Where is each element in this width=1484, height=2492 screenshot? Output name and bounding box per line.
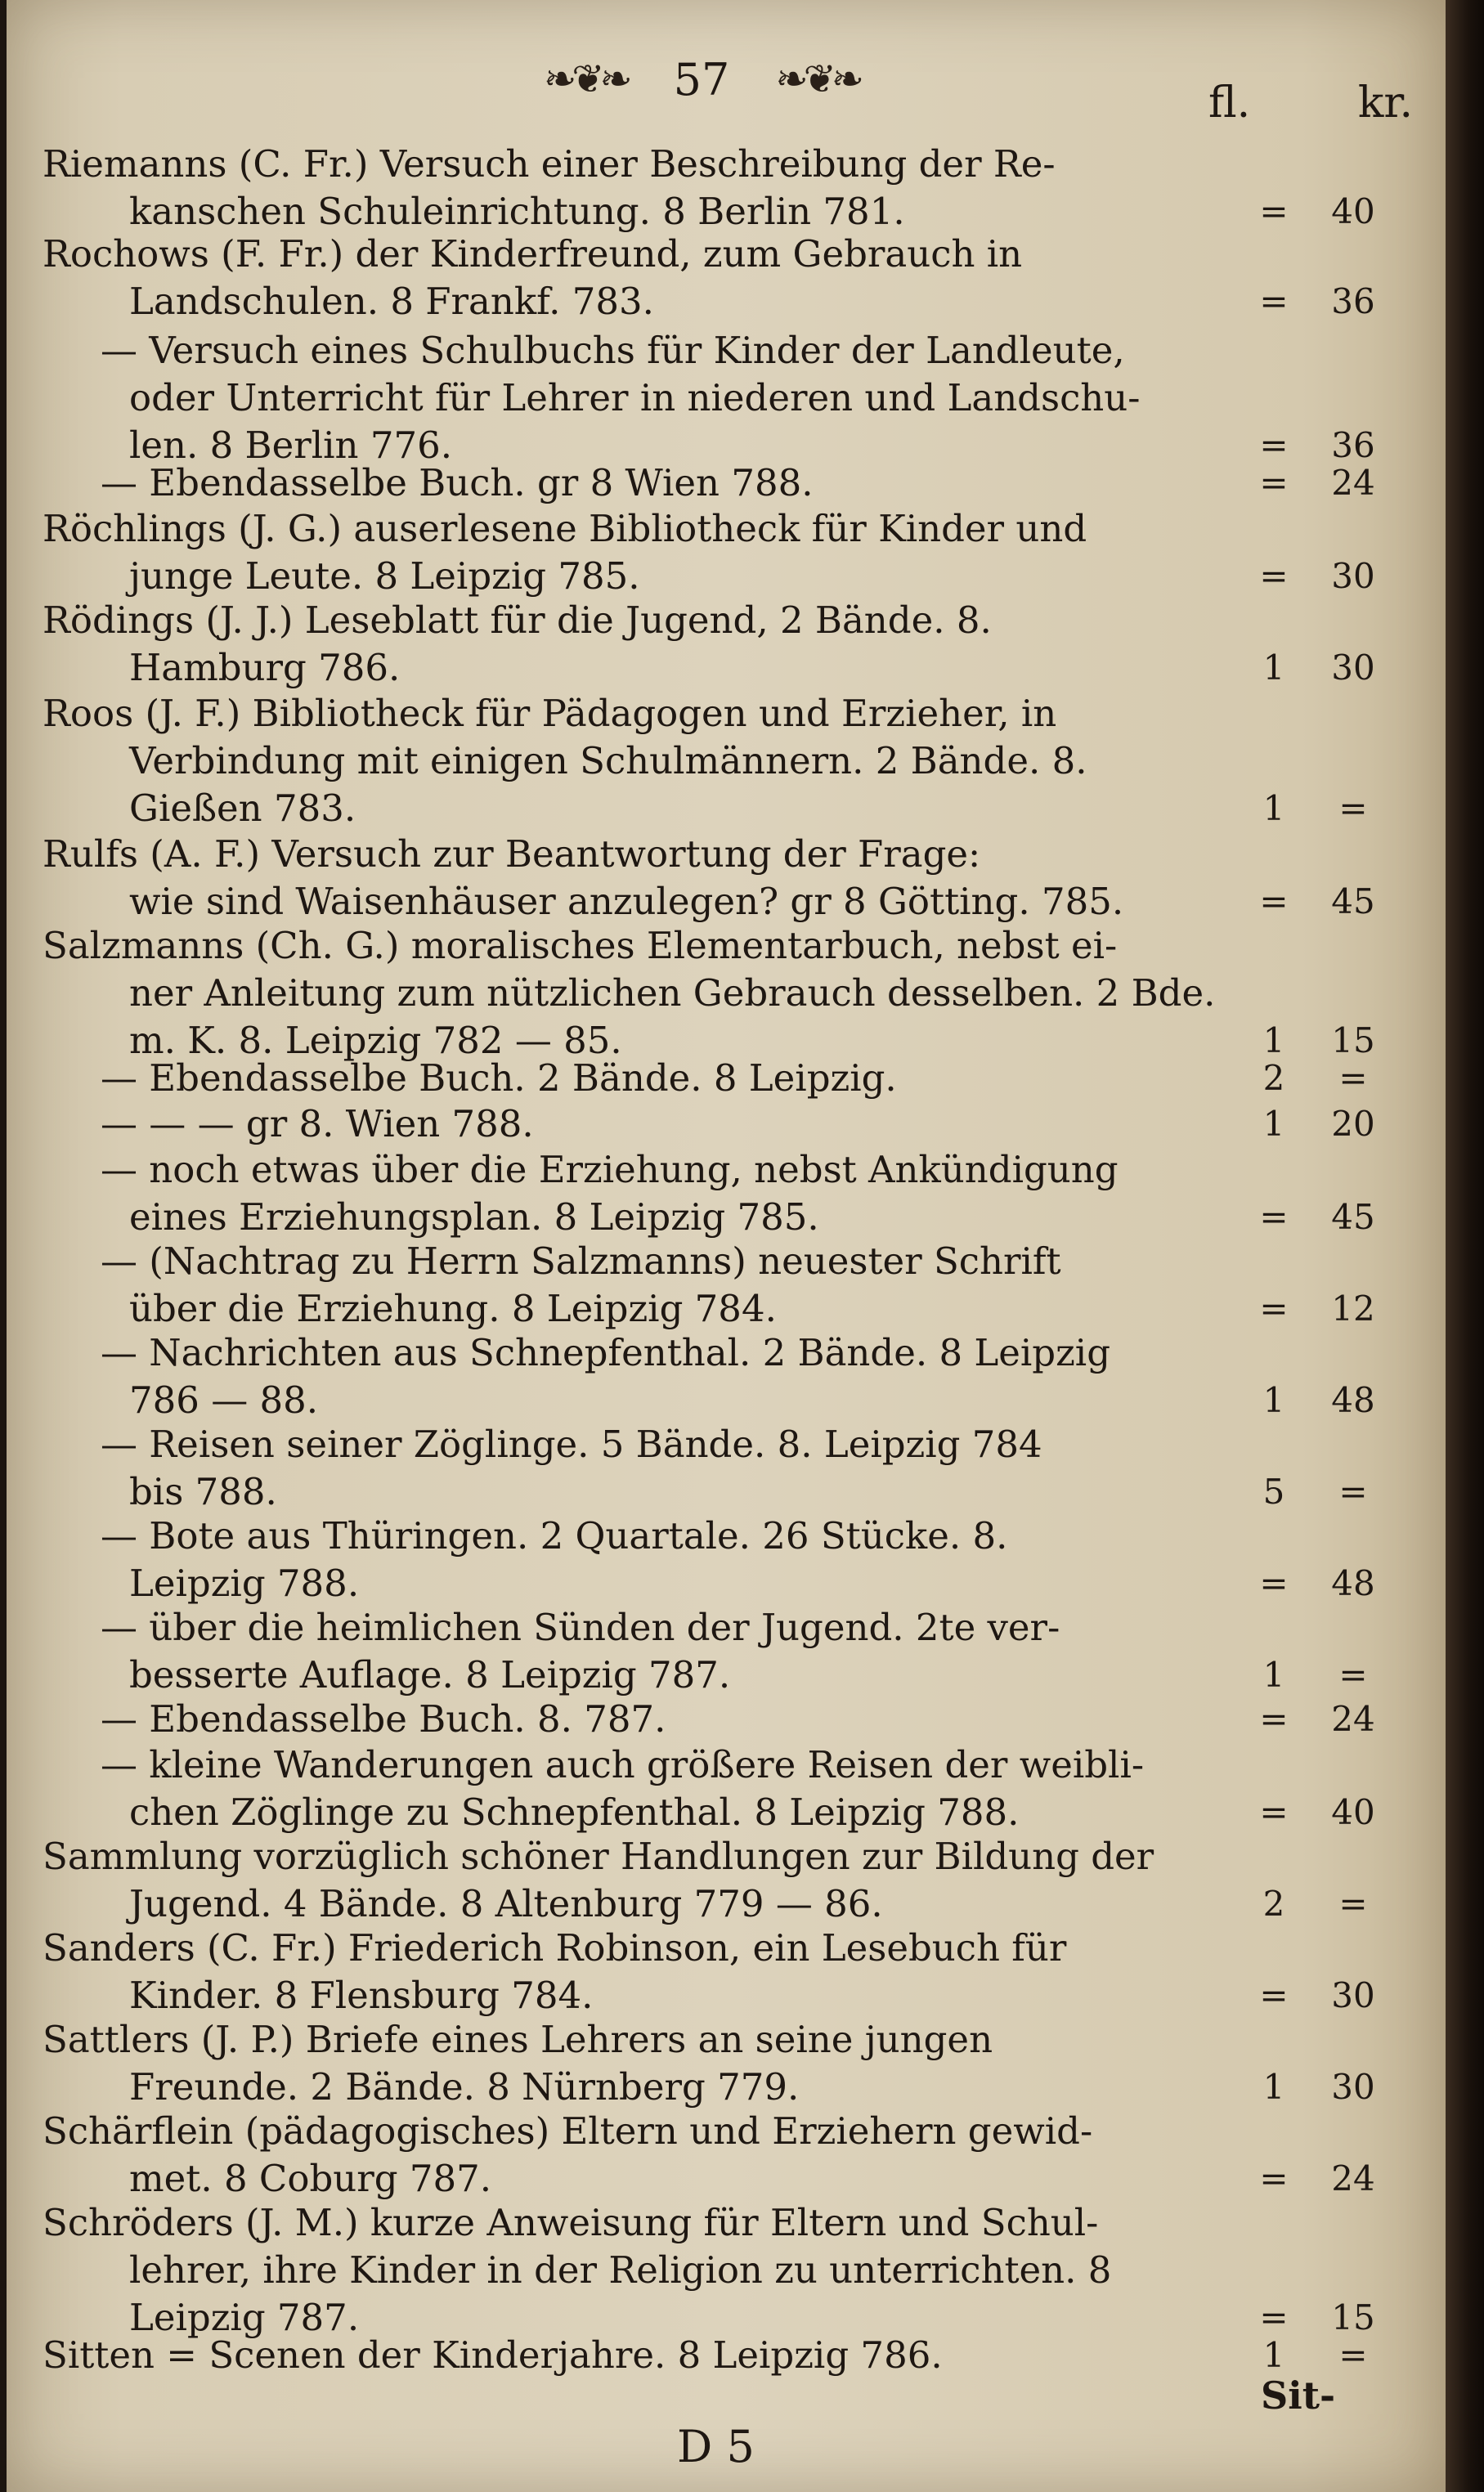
entry-line: chen Zöglinge zu Schnepfenthal. 8 Leipzig 788.	[129, 1791, 1020, 1834]
entry-line: Riemanns (C. Fr.) Versuch einer Beschreibung der Re-	[43, 142, 1056, 186]
entry-line: — Ebendasselbe Buch. 8. 787.	[101, 1697, 666, 1741]
entry-line: Kinder. 8 Flensburg 784.	[129, 1974, 594, 2017]
price-kr: 30	[1331, 648, 1375, 688]
entry-line: über die Erziehung. 8 Leipzig 784.	[129, 1287, 777, 1330]
entry-line: — Nachrichten aus Schnepfenthal. 2 Bände. 8 Leipzig	[101, 1331, 1110, 1374]
price-fl: =	[1259, 2158, 1289, 2198]
catchword: Sit-	[1261, 2373, 1336, 2418]
price-fl: =	[1259, 2297, 1289, 2337]
signature-mark: D 5	[677, 2421, 755, 2472]
entry-line: — Reisen seiner Zöglinge. 5 Bände. 8. Leipzig 784	[101, 1423, 1042, 1466]
entry-line: Sammlung vorzüglich schöner Handlungen zur Bildung der	[43, 1835, 1154, 1878]
entry-line: len. 8 Berlin 776.	[129, 424, 453, 467]
entry-line: besserte Auflage. 8 Leipzig 787.	[129, 1653, 731, 1696]
entry-line: ner Anleitung zum nützlichen Gebrauch desselben. 2 Bde.	[129, 971, 1216, 1015]
price-fl: =	[1259, 463, 1289, 503]
entry-line: Salzmanns (Ch. G.) moralisches Elementarbuch, nebst ei-	[43, 924, 1118, 967]
price-kr: 24	[1331, 2158, 1375, 2198]
entry-line: kanschen Schuleinrichtung. 8 Berlin 781.	[129, 190, 905, 233]
price-kr: 15	[1331, 2297, 1375, 2337]
price-fl: =	[1259, 1975, 1289, 2015]
price-kr: 36	[1331, 281, 1375, 321]
entry-line: Landschulen. 8 Frankf. 783.	[129, 280, 654, 323]
price-kr: 30	[1331, 1975, 1375, 2015]
price-fl: 2	[1262, 1058, 1285, 1098]
price-kr: =	[1338, 2335, 1368, 2375]
entry-line: Gießen 783.	[129, 787, 356, 830]
price-kr: 24	[1331, 463, 1375, 503]
price-kr: 45	[1331, 881, 1375, 921]
price-column-header	[1208, 78, 1413, 136]
entry-line: Rödings (J. J.) Leseblatt für die Jugend, 2 Bände. 8.	[43, 598, 992, 642]
price-fl: =	[1259, 556, 1289, 596]
entry-line: Rulfs (A. F.) Versuch zur Beantwortung der Frage:	[43, 832, 981, 876]
entry-line: lehrer, ihre Kinder in der Religion zu unterrichten. 8	[129, 2248, 1112, 2292]
price-fl: 1	[1262, 1104, 1285, 1144]
right-ornament-icon: ❧❦❧	[775, 56, 860, 102]
price-fl: 1	[1262, 648, 1285, 688]
price-kr: 30	[1331, 2067, 1375, 2107]
price-fl: =	[1259, 1289, 1289, 1329]
price-kr: =	[1338, 1058, 1368, 1098]
entry-line: met. 8 Coburg 787.	[129, 2157, 492, 2200]
entry-line: Leipzig 788.	[129, 1562, 360, 1605]
price-fl: 2	[1262, 1884, 1285, 1924]
entry-line: Jugend. 4 Bände. 8 Altenburg 779 — 86.	[129, 1882, 883, 1925]
entry-line: — kleine Wanderungen auch größere Reisen der weibli-	[101, 1743, 1145, 1786]
price-fl: =	[1259, 1792, 1289, 1832]
entry-line: — über die heimlichen Sünden der Jugend. 2te ver-	[101, 1606, 1060, 1649]
entry-line: Verbindung mit einigen Schulmännern. 2 Bände. 8.	[129, 739, 1087, 782]
price-fl: =	[1259, 1197, 1289, 1237]
entry-line: Schröders (J. M.) kurze Anweisung für Eltern und Schul-	[43, 2201, 1099, 2244]
entry-line: Sanders (C. Fr.) Friederich Robinson, ein Lesebuch für	[43, 1926, 1067, 1970]
entry-line: oder Unterricht für Lehrer in niederen und Landschu-	[129, 376, 1141, 419]
entry-line: Röchlings (J. G.) auserlesene Bibliotheck für Kinder und	[43, 507, 1087, 550]
entry-line: wie sind Waisenhäuser anzulegen? gr 8 Götting. 785.	[129, 880, 1124, 923]
entry-line: eines Erziehungsplan. 8 Leipzig 785.	[129, 1195, 819, 1239]
left-ornament-icon: ❧❦❧	[543, 56, 628, 102]
price-fl: 1	[1262, 1380, 1285, 1420]
page-header	[497, 43, 906, 116]
price-kr: 24	[1331, 1699, 1375, 1739]
price-kr: 12	[1331, 1289, 1375, 1329]
entry-line: bis 788.	[129, 1470, 277, 1513]
price-fl: =	[1259, 425, 1289, 465]
price-kr: 48	[1331, 1563, 1375, 1603]
entry-line: Freunde. 2 Bände. 8 Nürnberg 779.	[129, 2065, 800, 2109]
price-kr: 30	[1331, 556, 1375, 596]
price-fl: 5	[1262, 1472, 1285, 1512]
price-kr: 15	[1331, 1020, 1375, 1060]
entry-line: — — — gr 8. Wien 788.	[101, 1102, 534, 1145]
entry-line: — Ebendasselbe Buch. 2 Bände. 8 Leipzig.	[101, 1056, 897, 1100]
col-fl-label: fl.	[1208, 78, 1251, 128]
price-fl: 1	[1262, 1655, 1285, 1695]
price-fl: =	[1259, 1563, 1289, 1603]
price-fl: =	[1259, 881, 1289, 921]
price-kr: =	[1338, 1884, 1368, 1924]
price-fl: =	[1259, 1699, 1289, 1739]
entry-line: — Versuch eines Schulbuchs für Kinder der Landleute,	[101, 329, 1125, 372]
entry-line: Sitten = Scenen der Kinderjahre. 8 Leipzig 786.	[43, 2333, 943, 2377]
price-kr: =	[1338, 788, 1368, 828]
entry-line: Hamburg 786.	[129, 646, 401, 689]
entry-line: Leipzig 787.	[129, 2296, 360, 2339]
entry-line: Roos (J. F.) Bibliotheck für Pädagogen und Erzieher, in	[43, 692, 1057, 735]
price-kr: 40	[1331, 1792, 1375, 1832]
price-kr: 40	[1331, 191, 1375, 231]
entry-line: Sattlers (J. P.) Briefe eines Lehrers an seine jungen	[43, 2018, 993, 2061]
entry-line: Schärflein (pädagogisches) Eltern und Erziehern gewid-	[43, 2109, 1093, 2153]
col-kr-label: kr.	[1357, 78, 1413, 128]
price-kr: 45	[1331, 1197, 1375, 1237]
price-fl: 1	[1262, 2335, 1285, 2375]
entry-line: — Bote aus Thüringen. 2 Quartale. 26 Stücke. 8.	[101, 1514, 1008, 1558]
entry-line: 786 — 88.	[129, 1378, 319, 1422]
price-fl: =	[1259, 281, 1289, 321]
book-page	[7, 0, 1446, 2492]
price-fl: 1	[1262, 788, 1285, 828]
entry-line: — (Nachtrag zu Herrn Salzmanns) neuester Schrift	[101, 1239, 1061, 1283]
price-kr: =	[1338, 1472, 1368, 1512]
price-kr: =	[1338, 1655, 1368, 1695]
price-fl: 1	[1262, 1020, 1285, 1060]
price-kr: 36	[1331, 425, 1375, 465]
page-number: 57	[673, 53, 730, 105]
entry-line: junge Leute. 8 Leipzig 785.	[129, 554, 640, 598]
entry-line: — noch etwas über die Erziehung, nebst Ankündigung	[101, 1148, 1119, 1191]
entry-line: Rochows (F. Fr.) der Kinderfreund, zum Gebrauch in	[43, 232, 1023, 276]
price-fl: 1	[1262, 2067, 1285, 2107]
price-fl: =	[1259, 191, 1289, 231]
price-kr: 48	[1331, 1380, 1375, 1420]
entry-line: — Ebendasselbe Buch. gr 8 Wien 788.	[101, 461, 814, 504]
price-kr: 20	[1331, 1104, 1375, 1144]
entry-line: m. K. 8. Leipzig 782 — 85.	[129, 1019, 622, 1062]
book-edge	[1446, 0, 1484, 2492]
